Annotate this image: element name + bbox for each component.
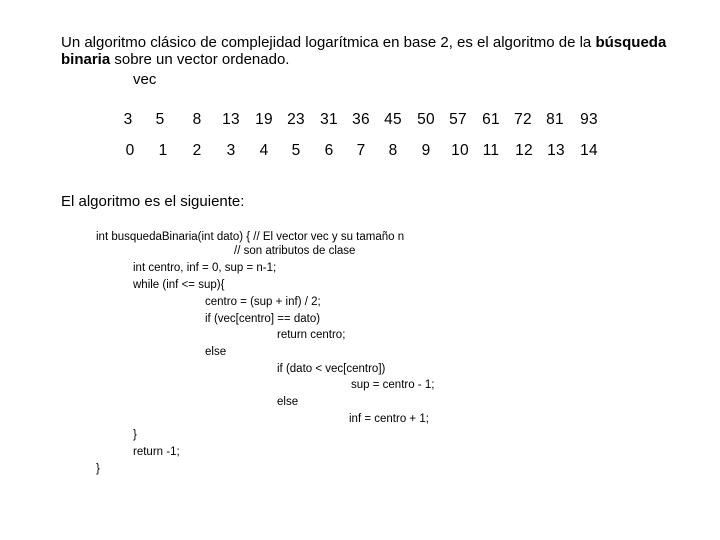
code-line: } xyxy=(96,463,100,475)
vector-index: 8 xyxy=(388,142,398,159)
vector-index: 1 xyxy=(158,142,168,159)
code-line: return -1; xyxy=(133,446,180,458)
code-line: while (inf <= sup){ xyxy=(133,279,225,291)
code-line: } xyxy=(133,429,137,441)
vector-index: 10 xyxy=(451,142,469,159)
vector-value: 36 xyxy=(352,111,370,128)
vector-value: 72 xyxy=(514,111,532,128)
code-line: else xyxy=(205,346,227,358)
vector-index: 12 xyxy=(515,142,533,159)
vector-index: 11 xyxy=(482,142,500,159)
code-line: inf = centro + 1; xyxy=(349,413,429,425)
vector-value: 50 xyxy=(417,111,435,128)
vector-value: 93 xyxy=(580,111,598,128)
vector-index: 14 xyxy=(580,142,598,159)
code-line: sup = centro - 1; xyxy=(351,379,435,391)
vector-index: 7 xyxy=(356,142,366,159)
code-line: int busquedaBinaria(int dato) { // El vector vec y su tamaño n xyxy=(96,231,405,243)
vector-index: 2 xyxy=(192,142,202,159)
code-line: return centro; xyxy=(277,329,346,341)
intro-text-2: sobre un vector ordenado. xyxy=(110,51,290,68)
code-line: int centro, inf = 0, sup = n-1; xyxy=(133,262,277,274)
code-line: else xyxy=(277,396,299,408)
vector-index: 9 xyxy=(421,142,431,159)
vector-value: 23 xyxy=(287,111,305,128)
intro-bold-term: búsqueda binaria xyxy=(61,34,667,68)
vector-value: 81 xyxy=(546,111,564,128)
vector-value: 31 xyxy=(320,111,338,128)
code-line: // son atributos de clase xyxy=(234,245,356,257)
vector-value: 13 xyxy=(222,111,240,128)
vector-index: 5 xyxy=(291,142,301,159)
vector-index: 0 xyxy=(125,142,135,159)
intro-text-1: Un algoritmo clásico de complejidad logarítmica en base 2, es el algoritmo de la xyxy=(61,34,596,51)
code-line: if (dato < vec[centro]) xyxy=(277,363,386,375)
vector-value: 45 xyxy=(384,111,402,128)
intro-paragraph xyxy=(61,34,701,68)
vector-index: 4 xyxy=(259,142,269,159)
section-title: El algoritmo es el siguiente: xyxy=(61,193,245,210)
code-line: centro = (sup + inf) / 2; xyxy=(205,296,321,308)
vector-index: 3 xyxy=(226,142,236,159)
vector-value: 61 xyxy=(482,111,500,128)
code-line: if (vec[centro] == dato) xyxy=(205,313,321,325)
vector-value: 5 xyxy=(155,111,165,128)
vector-value: 3 xyxy=(123,111,133,128)
vector-name-label: vec xyxy=(133,71,157,88)
vector-value: 8 xyxy=(192,111,202,128)
vector-index: 13 xyxy=(547,142,565,159)
vector-index: 6 xyxy=(324,142,334,159)
vector-value: 57 xyxy=(449,111,467,128)
vector-value: 19 xyxy=(255,111,273,128)
